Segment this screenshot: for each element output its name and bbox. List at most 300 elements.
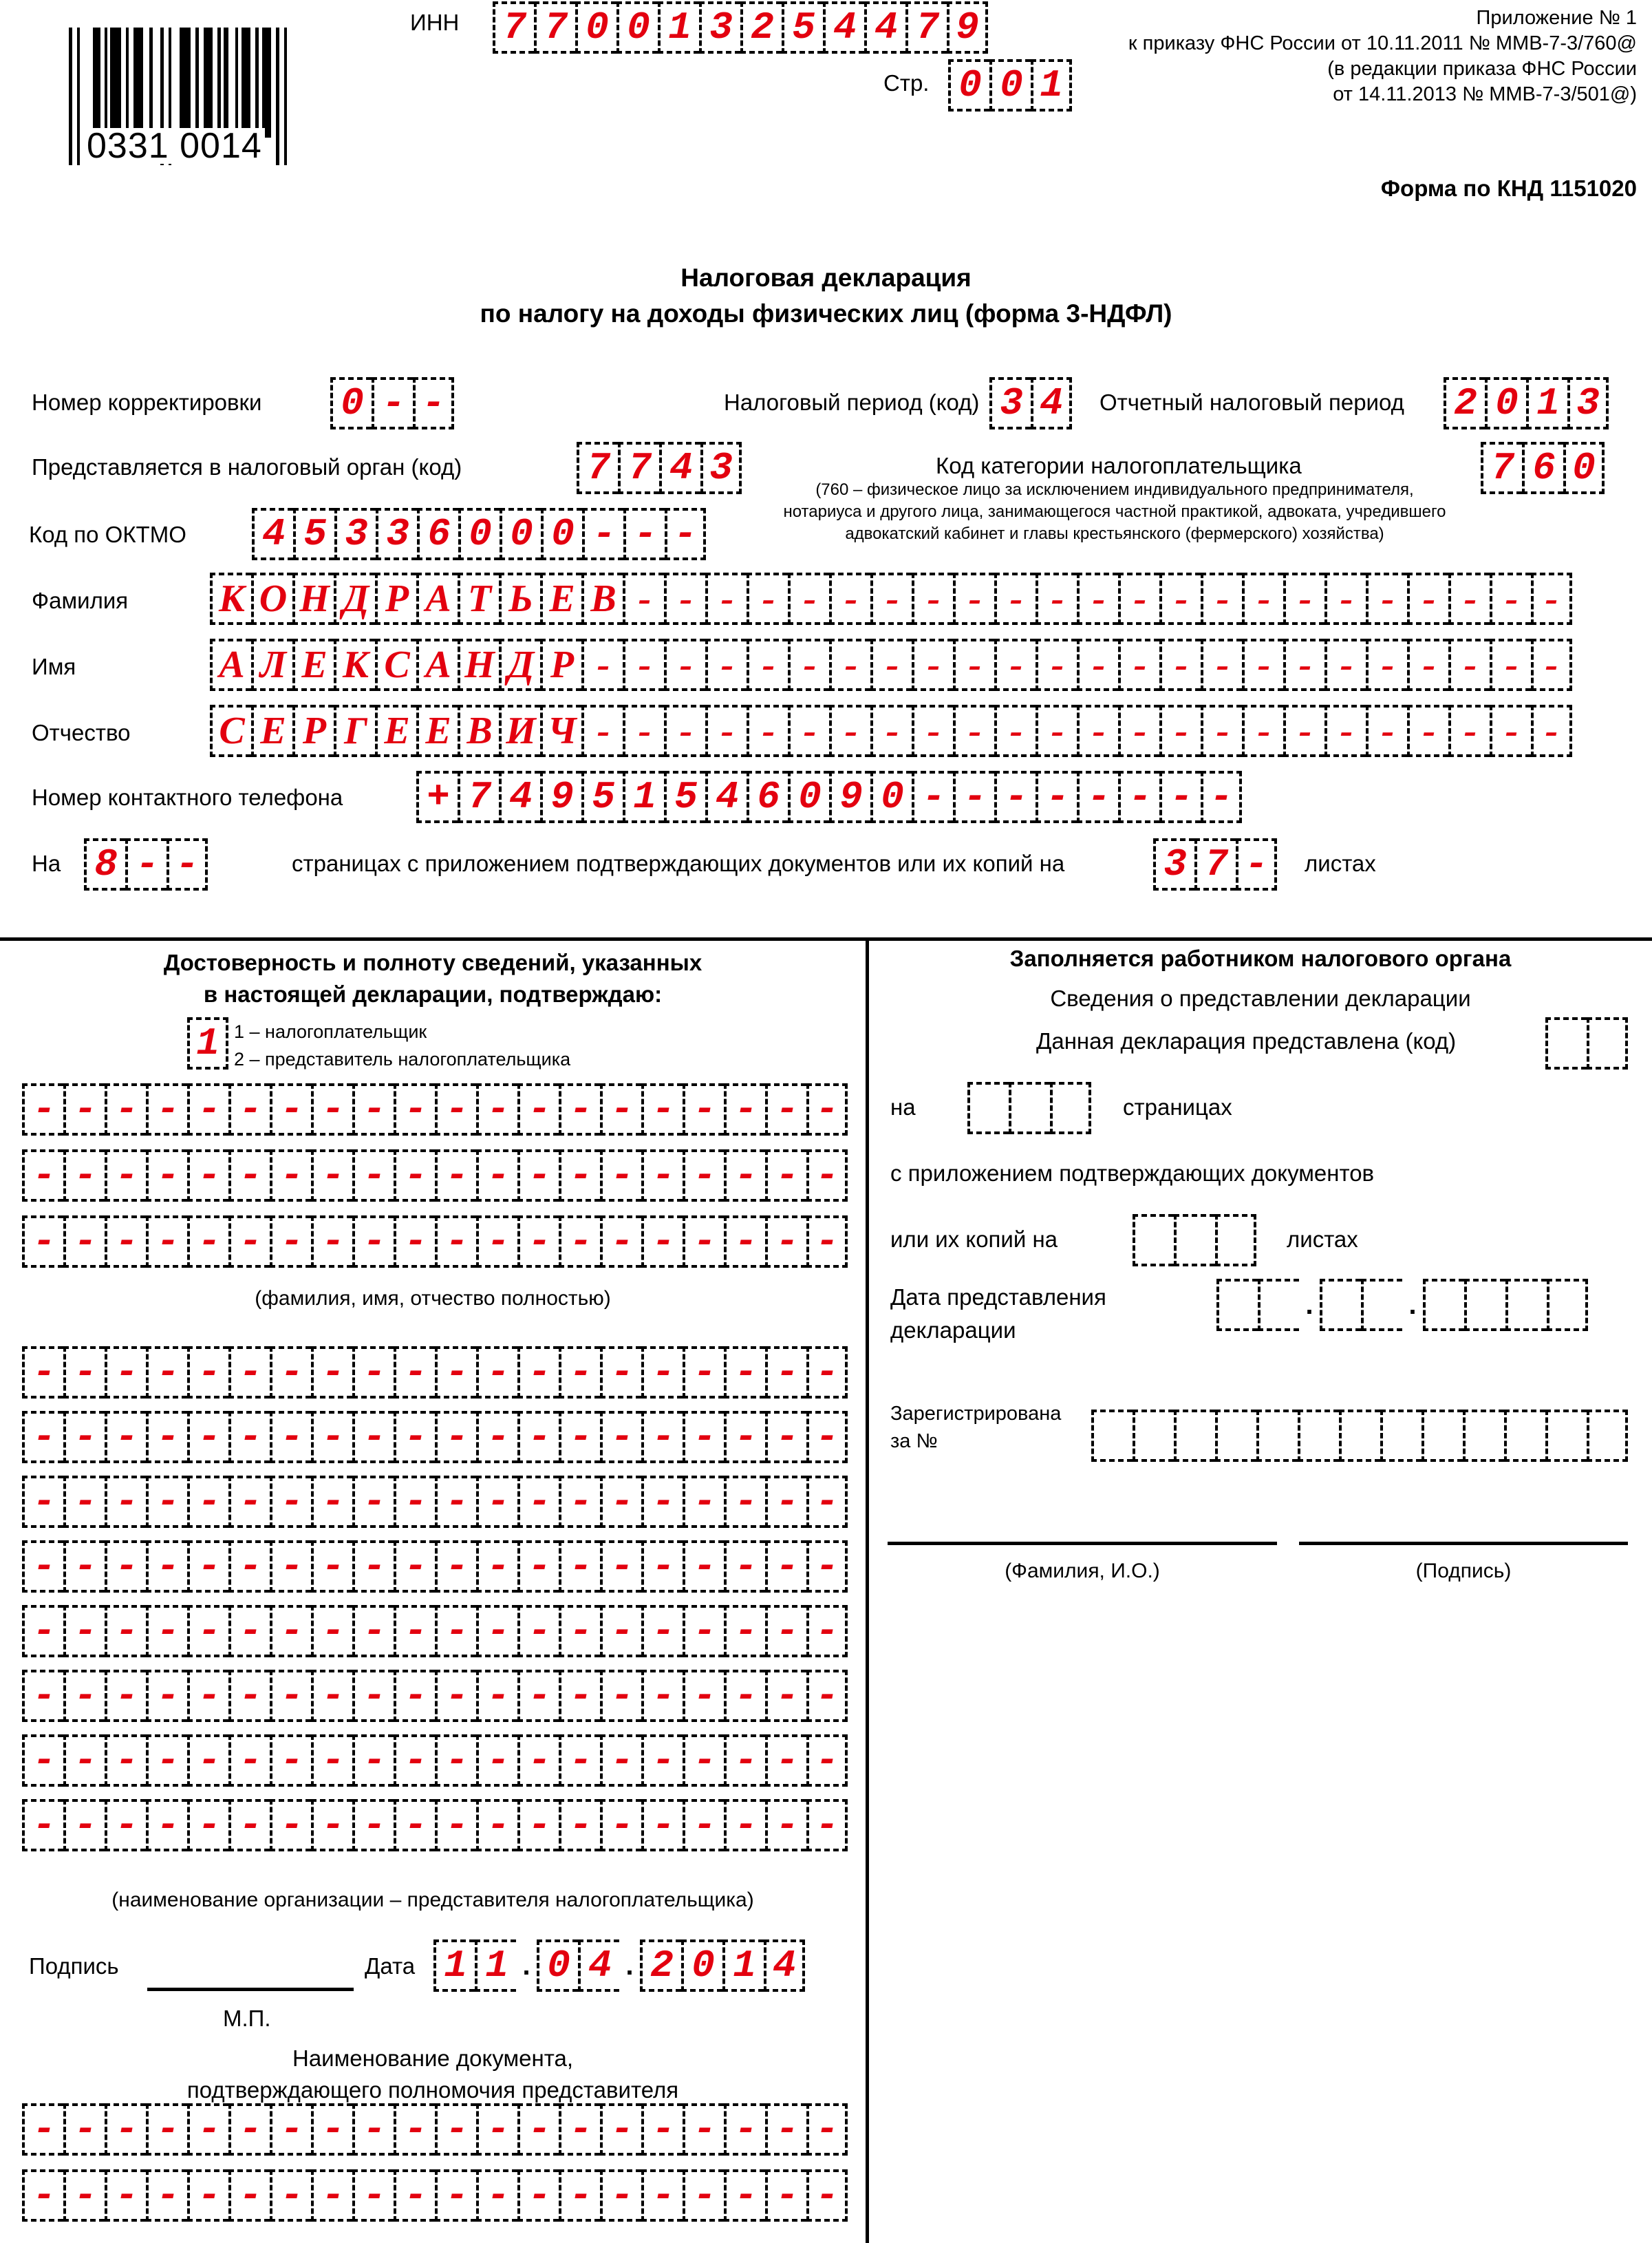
char-cell[interactable]: - [664, 705, 705, 757]
char-cell[interactable]: - [683, 2169, 724, 2222]
char-cell[interactable]: - [683, 1540, 724, 1593]
char-cell[interactable]: - [394, 1476, 435, 1528]
char-cell[interactable]: - [22, 1540, 63, 1593]
char-cell[interactable]: 4 [823, 1, 864, 54]
char-cell[interactable]: - [1490, 705, 1531, 757]
char-cell[interactable]: - [765, 1734, 806, 1787]
char-cell[interactable]: - [394, 1605, 435, 1657]
text-row[interactable] [22, 1083, 848, 1136]
char-cell[interactable]: - [146, 2169, 187, 2222]
char-cell[interactable]: 0 [541, 508, 582, 560]
char-cell[interactable]: 0 [1485, 377, 1526, 429]
char-cell[interactable]: - [146, 1346, 187, 1399]
char-cell[interactable]: - [559, 1540, 600, 1593]
char-cell[interactable]: - [600, 1540, 641, 1593]
char-cell[interactable]: - [187, 1149, 228, 1202]
char-cell[interactable]: - [270, 2103, 311, 2156]
char-cell[interactable] [1256, 1410, 1298, 1462]
char-cell[interactable]: - [1531, 705, 1572, 757]
char-cell[interactable]: - [806, 1476, 848, 1528]
char-cell[interactable]: - [788, 639, 829, 691]
char-cell[interactable]: - [22, 1411, 63, 1463]
char-cell[interactable]: - [270, 1734, 311, 1787]
char-cell[interactable]: - [63, 2169, 105, 2222]
char-cell[interactable]: 0 [330, 377, 372, 429]
char-cell[interactable]: - [187, 1083, 228, 1136]
char-cell[interactable]: - [829, 705, 870, 757]
char-cell[interactable]: - [187, 1670, 228, 1722]
char-cell[interactable]: - [1118, 771, 1159, 823]
char-cell[interactable]: - [187, 1799, 228, 1851]
char-cell[interactable]: - [724, 1476, 765, 1528]
char-cell[interactable] [1174, 1214, 1215, 1266]
char-cell[interactable]: - [765, 1670, 806, 1722]
char-cell[interactable]: - [765, 2103, 806, 2156]
char-cell[interactable]: 7 [493, 1, 534, 54]
char-cell[interactable] [1587, 1017, 1628, 1070]
char-cell[interactable]: - [22, 1734, 63, 1787]
char-cell[interactable]: - [270, 1149, 311, 1202]
char-cell[interactable]: - [105, 1476, 146, 1528]
char-cell[interactable]: - [435, 1346, 476, 1399]
char-cell[interactable]: - [1324, 573, 1366, 625]
char-cell[interactable]: С [210, 705, 251, 757]
char-cell[interactable]: - [559, 1670, 600, 1722]
char-cell[interactable]: 1 [475, 1939, 516, 1992]
pages-field[interactable] [84, 838, 208, 891]
char-cell[interactable]: - [22, 1670, 63, 1722]
char-cell[interactable]: - [705, 573, 747, 625]
char-cell[interactable]: - [806, 1799, 848, 1851]
office-pages-field[interactable] [967, 1082, 1091, 1134]
char-cell[interactable]: - [683, 1605, 724, 1657]
char-cell[interactable]: - [683, 1670, 724, 1722]
char-cell[interactable]: - [105, 1670, 146, 1722]
char-cell[interactable]: - [1077, 573, 1118, 625]
char-cell[interactable]: - [476, 1346, 517, 1399]
char-cell[interactable]: - [1448, 705, 1490, 757]
char-cell[interactable]: - [270, 1346, 311, 1399]
char-cell[interactable]: - [641, 1476, 683, 1528]
char-cell[interactable]: - [559, 1215, 600, 1268]
char-cell[interactable]: - [641, 1540, 683, 1593]
char-cell[interactable]: - [600, 1346, 641, 1399]
char-cell[interactable]: - [394, 1411, 435, 1463]
char-cell[interactable]: - [187, 1734, 228, 1787]
char-cell[interactable]: 7 [458, 771, 499, 823]
char-cell[interactable]: - [22, 1149, 63, 1202]
char-cell[interactable] [1050, 1082, 1091, 1134]
char-cell[interactable]: - [912, 705, 953, 757]
char-cell[interactable]: - [559, 1346, 600, 1399]
char-cell[interactable]: - [1407, 705, 1448, 757]
signer-code-field[interactable] [187, 1017, 228, 1070]
char-cell[interactable]: - [311, 1346, 352, 1399]
char-cell[interactable]: - [435, 1540, 476, 1593]
char-cell[interactable]: - [1490, 573, 1531, 625]
char-cell[interactable]: - [63, 1540, 105, 1593]
char-cell[interactable]: - [63, 1215, 105, 1268]
char-cell[interactable]: В [581, 573, 623, 625]
char-cell[interactable]: - [517, 1215, 559, 1268]
char-cell[interactable]: - [187, 2169, 228, 2222]
char-cell[interactable]: - [765, 1149, 806, 1202]
char-cell[interactable] [1215, 1410, 1256, 1462]
char-cell[interactable]: - [394, 1799, 435, 1851]
char-cell[interactable]: 4 [864, 1, 905, 54]
text-row[interactable] [22, 1411, 848, 1463]
char-cell[interactable]: - [641, 1149, 683, 1202]
char-cell[interactable]: 1 [658, 1, 699, 54]
char-cell[interactable]: 0 [616, 1, 658, 54]
char-cell[interactable]: - [22, 1083, 63, 1136]
char-cell[interactable]: - [870, 573, 912, 625]
char-cell[interactable]: - [187, 1476, 228, 1528]
char-cell[interactable]: - [1242, 705, 1283, 757]
char-cell[interactable]: - [683, 1215, 724, 1268]
text-row[interactable] [22, 1734, 848, 1787]
char-cell[interactable]: 4 [499, 771, 540, 823]
text-row[interactable] [22, 1799, 848, 1851]
surname-field[interactable] [210, 573, 1572, 625]
officer-name-line[interactable] [888, 1542, 1277, 1545]
char-cell[interactable]: 7 [1194, 838, 1236, 891]
char-cell[interactable] [1422, 1410, 1463, 1462]
char-cell[interactable]: - [517, 1670, 559, 1722]
char-cell[interactable]: - [352, 1476, 394, 1528]
text-row[interactable] [22, 1540, 848, 1593]
char-cell[interactable] [1133, 1410, 1174, 1462]
char-cell[interactable]: - [1036, 573, 1077, 625]
char-cell[interactable]: - [228, 1083, 270, 1136]
char-cell[interactable]: - [63, 1149, 105, 1202]
char-cell[interactable]: - [765, 1605, 806, 1657]
char-cell[interactable]: 0 [537, 1939, 578, 1992]
char-cell[interactable] [1320, 1279, 1361, 1331]
char-cell[interactable]: - [600, 1411, 641, 1463]
char-cell[interactable]: - [270, 1215, 311, 1268]
char-cell[interactable]: - [476, 1799, 517, 1851]
registration-number-field[interactable] [1091, 1410, 1628, 1462]
char-cell[interactable]: - [394, 1083, 435, 1136]
char-cell[interactable]: - [683, 2103, 724, 2156]
char-cell[interactable]: - [476, 1605, 517, 1657]
char-cell[interactable]: - [600, 1215, 641, 1268]
char-cell[interactable]: - [228, 1605, 270, 1657]
char-cell[interactable]: - [311, 1605, 352, 1657]
char-cell[interactable]: - [600, 1083, 641, 1136]
char-cell[interactable]: Т [458, 573, 499, 625]
char-cell[interactable]: - [22, 1215, 63, 1268]
char-cell[interactable]: - [352, 1083, 394, 1136]
char-cell[interactable]: - [517, 2103, 559, 2156]
char-cell[interactable]: 0 [681, 1939, 722, 1992]
sheets-field[interactable] [1153, 838, 1277, 891]
char-cell[interactable]: - [228, 1734, 270, 1787]
char-cell[interactable]: - [1448, 639, 1490, 691]
char-cell[interactable]: - [22, 2169, 63, 2222]
char-cell[interactable]: - [641, 2169, 683, 2222]
char-cell[interactable]: - [912, 573, 953, 625]
char-cell[interactable] [1216, 1279, 1258, 1331]
char-cell[interactable]: 5 [782, 1, 823, 54]
patronymic-field[interactable] [210, 705, 1572, 757]
char-cell[interactable]: - [352, 1734, 394, 1787]
char-cell[interactable]: 7 [618, 442, 659, 494]
char-cell[interactable]: - [641, 2103, 683, 2156]
char-cell[interactable]: Е [251, 705, 292, 757]
char-cell[interactable]: - [641, 1799, 683, 1851]
char-cell[interactable]: - [435, 2169, 476, 2222]
char-cell[interactable]: - [994, 705, 1036, 757]
char-cell[interactable]: - [705, 705, 747, 757]
char-cell[interactable]: 1 [433, 1939, 475, 1992]
char-cell[interactable] [1339, 1410, 1380, 1462]
char-cell[interactable]: - [912, 771, 953, 823]
char-cell[interactable]: - [724, 1734, 765, 1787]
char-cell[interactable]: - [765, 1540, 806, 1593]
char-cell[interactable]: - [187, 1411, 228, 1463]
char-cell[interactable]: - [63, 1799, 105, 1851]
char-cell[interactable]: - [352, 1346, 394, 1399]
char-cell[interactable]: - [394, 1670, 435, 1722]
char-cell[interactable]: - [105, 1149, 146, 1202]
char-cell[interactable]: - [1036, 639, 1077, 691]
char-cell[interactable] [1174, 1410, 1215, 1462]
char-cell[interactable]: - [953, 573, 994, 625]
char-cell[interactable]: - [683, 1799, 724, 1851]
char-cell[interactable]: - [600, 1476, 641, 1528]
char-cell[interactable]: - [228, 1540, 270, 1593]
char-cell[interactable]: - [559, 1083, 600, 1136]
char-cell[interactable]: 0 [500, 508, 541, 560]
char-cell[interactable]: - [747, 573, 788, 625]
char-cell[interactable]: - [705, 639, 747, 691]
char-cell[interactable]: - [311, 1083, 352, 1136]
char-cell[interactable]: - [228, 1149, 270, 1202]
char-cell[interactable]: - [806, 2103, 848, 2156]
char-cell[interactable]: - [683, 1411, 724, 1463]
char-cell[interactable]: - [683, 1476, 724, 1528]
char-cell[interactable]: - [1036, 771, 1077, 823]
char-cell[interactable]: Ь [499, 573, 540, 625]
char-cell[interactable]: - [22, 1476, 63, 1528]
char-cell[interactable]: - [683, 1346, 724, 1399]
char-cell[interactable]: - [600, 1799, 641, 1851]
char-cell[interactable]: - [1036, 705, 1077, 757]
page-number-field[interactable] [948, 59, 1072, 111]
office-sheets-field[interactable] [1133, 1214, 1256, 1266]
char-cell[interactable]: - [1283, 573, 1324, 625]
char-cell[interactable]: 7 [534, 1, 575, 54]
char-cell[interactable]: - [311, 2103, 352, 2156]
char-cell[interactable]: - [476, 1215, 517, 1268]
char-cell[interactable]: 3 [1567, 377, 1609, 429]
char-cell[interactable]: - [517, 1346, 559, 1399]
char-cell[interactable]: - [1366, 639, 1407, 691]
char-cell[interactable]: - [187, 1346, 228, 1399]
char-cell[interactable]: - [1118, 573, 1159, 625]
char-cell[interactable]: - [623, 508, 665, 560]
char-cell[interactable]: - [724, 1411, 765, 1463]
char-cell[interactable] [1298, 1410, 1339, 1462]
char-cell[interactable]: - [394, 1149, 435, 1202]
text-row[interactable] [22, 1605, 848, 1657]
tax-authority-field[interactable] [577, 442, 742, 494]
char-cell[interactable]: - [1283, 705, 1324, 757]
char-cell[interactable]: - [683, 1149, 724, 1202]
char-cell[interactable]: - [63, 1411, 105, 1463]
char-cell[interactable]: - [559, 1476, 600, 1528]
char-cell[interactable]: - [146, 1605, 187, 1657]
char-cell[interactable]: - [1236, 838, 1277, 891]
char-cell[interactable]: - [476, 1734, 517, 1787]
char-cell[interactable]: - [1201, 771, 1242, 823]
char-cell[interactable]: Р [375, 573, 416, 625]
char-cell[interactable]: - [187, 1540, 228, 1593]
text-row[interactable] [22, 2169, 848, 2222]
char-cell[interactable]: - [228, 1476, 270, 1528]
char-cell[interactable] [1380, 1410, 1422, 1462]
char-cell[interactable] [1258, 1279, 1299, 1331]
char-cell[interactable]: - [476, 1149, 517, 1202]
char-cell[interactable]: - [311, 1149, 352, 1202]
char-cell[interactable]: - [806, 1734, 848, 1787]
char-cell[interactable]: - [1159, 639, 1201, 691]
char-cell[interactable]: - [664, 573, 705, 625]
char-cell[interactable]: Р [540, 639, 581, 691]
char-cell[interactable]: - [22, 1346, 63, 1399]
char-cell[interactable]: - [228, 1215, 270, 1268]
char-cell[interactable]: - [806, 1215, 848, 1268]
char-cell[interactable]: - [765, 1215, 806, 1268]
char-cell[interactable]: 0 [575, 1, 616, 54]
category-field[interactable] [1481, 442, 1605, 494]
char-cell[interactable]: В [458, 705, 499, 757]
char-cell[interactable]: 0 [870, 771, 912, 823]
char-cell[interactable]: 4 [1031, 377, 1072, 429]
char-cell[interactable]: - [600, 1670, 641, 1722]
char-cell[interactable]: - [581, 639, 623, 691]
char-cell[interactable]: - [63, 1734, 105, 1787]
char-cell[interactable]: - [311, 1215, 352, 1268]
char-cell[interactable]: - [641, 1734, 683, 1787]
char-cell[interactable]: - [665, 508, 706, 560]
char-cell[interactable]: - [623, 705, 664, 757]
char-cell[interactable] [967, 1082, 1009, 1134]
char-cell[interactable]: - [311, 1476, 352, 1528]
char-cell[interactable]: - [765, 2169, 806, 2222]
char-cell[interactable]: - [394, 2169, 435, 2222]
char-cell[interactable]: - [953, 639, 994, 691]
char-cell[interactable]: 7 [1481, 442, 1522, 494]
char-cell[interactable]: - [765, 1476, 806, 1528]
char-cell[interactable]: - [600, 1605, 641, 1657]
char-cell[interactable]: И [499, 705, 540, 757]
char-cell[interactable]: - [559, 1734, 600, 1787]
char-cell[interactable]: - [994, 573, 1036, 625]
char-cell[interactable]: - [476, 1411, 517, 1463]
char-cell[interactable]: - [352, 1670, 394, 1722]
char-cell[interactable]: - [517, 1149, 559, 1202]
char-cell[interactable]: 3 [989, 377, 1031, 429]
char-cell[interactable]: 9 [829, 771, 870, 823]
char-cell[interactable]: - [517, 1083, 559, 1136]
char-cell[interactable]: - [1242, 639, 1283, 691]
char-cell[interactable]: - [352, 1215, 394, 1268]
char-cell[interactable]: - [806, 1083, 848, 1136]
char-cell[interactable]: Г [334, 705, 375, 757]
char-cell[interactable]: К [210, 573, 251, 625]
char-cell[interactable]: - [1201, 705, 1242, 757]
char-cell[interactable]: - [683, 1083, 724, 1136]
char-cell[interactable]: - [1077, 771, 1118, 823]
char-cell[interactable] [1505, 1279, 1547, 1331]
char-cell[interactable]: - [806, 1346, 848, 1399]
char-cell[interactable]: Е [540, 573, 581, 625]
first-name-field[interactable] [210, 639, 1572, 691]
char-cell[interactable]: - [559, 1799, 600, 1851]
char-cell[interactable]: 6 [1522, 442, 1563, 494]
char-cell[interactable]: - [22, 1799, 63, 1851]
char-cell[interactable]: - [912, 639, 953, 691]
char-cell[interactable]: Е [416, 705, 458, 757]
char-cell[interactable]: - [146, 2103, 187, 2156]
char-cell[interactable]: - [435, 1670, 476, 1722]
char-cell[interactable]: - [724, 1149, 765, 1202]
char-cell[interactable]: - [765, 1346, 806, 1399]
char-cell[interactable]: - [146, 1411, 187, 1463]
char-cell[interactable]: - [146, 1149, 187, 1202]
char-cell[interactable]: - [228, 2169, 270, 2222]
char-cell[interactable]: - [517, 1605, 559, 1657]
char-cell[interactable]: - [372, 377, 413, 429]
char-cell[interactable]: - [228, 1411, 270, 1463]
char-cell[interactable]: - [435, 1476, 476, 1528]
char-cell[interactable]: - [600, 1149, 641, 1202]
char-cell[interactable]: - [105, 2103, 146, 2156]
char-cell[interactable]: - [394, 1346, 435, 1399]
char-cell[interactable]: - [146, 1476, 187, 1528]
char-cell[interactable] [1545, 1017, 1587, 1070]
text-row[interactable] [22, 1215, 848, 1268]
char-cell[interactable]: - [1324, 705, 1366, 757]
char-cell[interactable]: - [435, 1215, 476, 1268]
char-cell[interactable]: - [788, 573, 829, 625]
char-cell[interactable]: Н [292, 573, 334, 625]
char-cell[interactable]: - [105, 2169, 146, 2222]
char-cell[interactable]: 0 [1563, 442, 1605, 494]
char-cell[interactable]: 5 [581, 771, 623, 823]
char-cell[interactable]: - [1159, 771, 1201, 823]
char-cell[interactable]: - [559, 2169, 600, 2222]
char-cell[interactable]: К [334, 639, 375, 691]
char-cell[interactable]: А [210, 639, 251, 691]
char-cell[interactable]: - [788, 705, 829, 757]
char-cell[interactable]: - [352, 1540, 394, 1593]
char-cell[interactable]: С [375, 639, 416, 691]
char-cell[interactable]: 4 [764, 1939, 805, 1992]
char-cell[interactable]: - [352, 1411, 394, 1463]
char-cell[interactable] [1545, 1410, 1587, 1462]
submitted-code-field[interactable] [1545, 1017, 1628, 1070]
char-cell[interactable]: А [416, 573, 458, 625]
char-cell[interactable]: 1 [623, 771, 664, 823]
char-cell[interactable]: - [311, 1540, 352, 1593]
char-cell[interactable]: - [724, 1605, 765, 1657]
char-cell[interactable]: - [394, 1215, 435, 1268]
char-cell[interactable]: 9 [947, 1, 988, 54]
